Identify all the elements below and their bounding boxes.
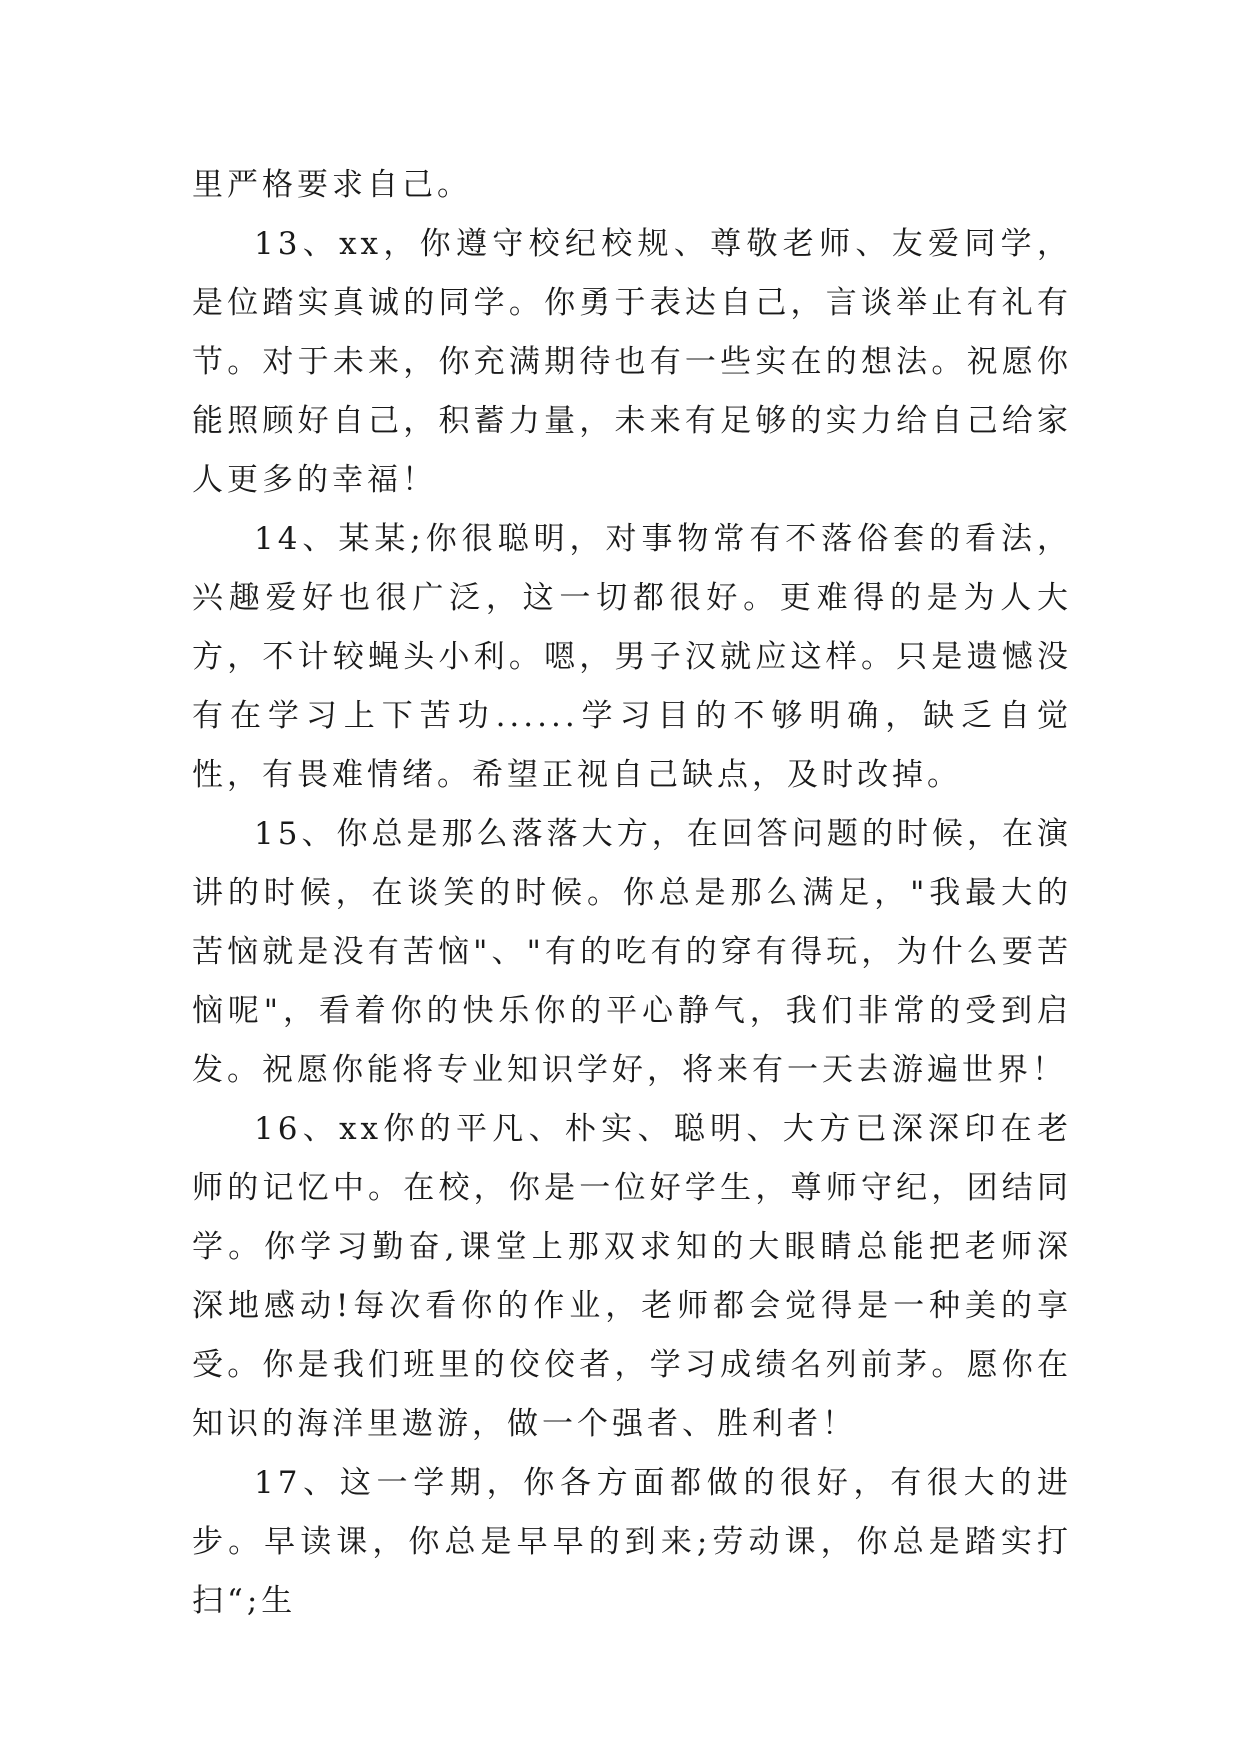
paragraph-16: 16、xx你的平凡、朴实、聪明、大方已深深印在老师的记忆中。在校，你是一位好学生，尊师守纪，团结同学。你学习勤奋,课堂上那双求知的大眼睛总能把老师深深地感动!每次看你的作业，老师都会觉得是一种美的享受。你是我们班里的佼佼者，学习成绩名列前茅。愿你在知识的海洋里遨游，做一个强者、胜利者！ <box>192 1111 1072 1442</box>
document-body <box>192 156 1072 1631</box>
paragraph-13: 13、xx，你遵守校纪校规、尊敬老师、友爱同学，是位踏实真诚的同学。你勇于表达自己，言谈举止有礼有节。对于未来，你充满期待也有一些实在的想法。祝愿你能照顾好自己，积蓄力量，未来有足够的实力给自己给家人更多的幸福！ <box>192 226 1072 498</box>
paragraph-15: 15、你总是那么落落大方，在回答问题的时候，在演讲的时候，在谈笑的时候。你总是那么满足，"我最大的苦恼就是没有苦恼"、"有的吃有的穿有得玩，为什么要苦恼呢"，看着你的快乐你的平心静气，我们非常的受到启发。祝愿你能将专业知识学好，将来有一天去游遍世界！ <box>192 816 1072 1088</box>
paragraph-continued: 里严格要求自己。 <box>192 167 472 203</box>
paragraph-14: 14、某某;你很聪明，对事物常有不落俗套的看法，兴趣爱好也很广泛，这一切都很好。更难得的是为人大方，不计较蝇头小利。嗯，男子汉就应这样。只是遗憾没有在学习上下苦功......学习目的不够明确，缺乏自觉性，有畏难情绪。希望正视自己缺点，及时改掉。 <box>192 521 1072 793</box>
paragraph-17: 17、这一学期，你各方面都做的很好，有很大的进步。早读课，你总是早早的到来;劳动课，你总是踏实打扫“;生 <box>192 1465 1072 1619</box>
